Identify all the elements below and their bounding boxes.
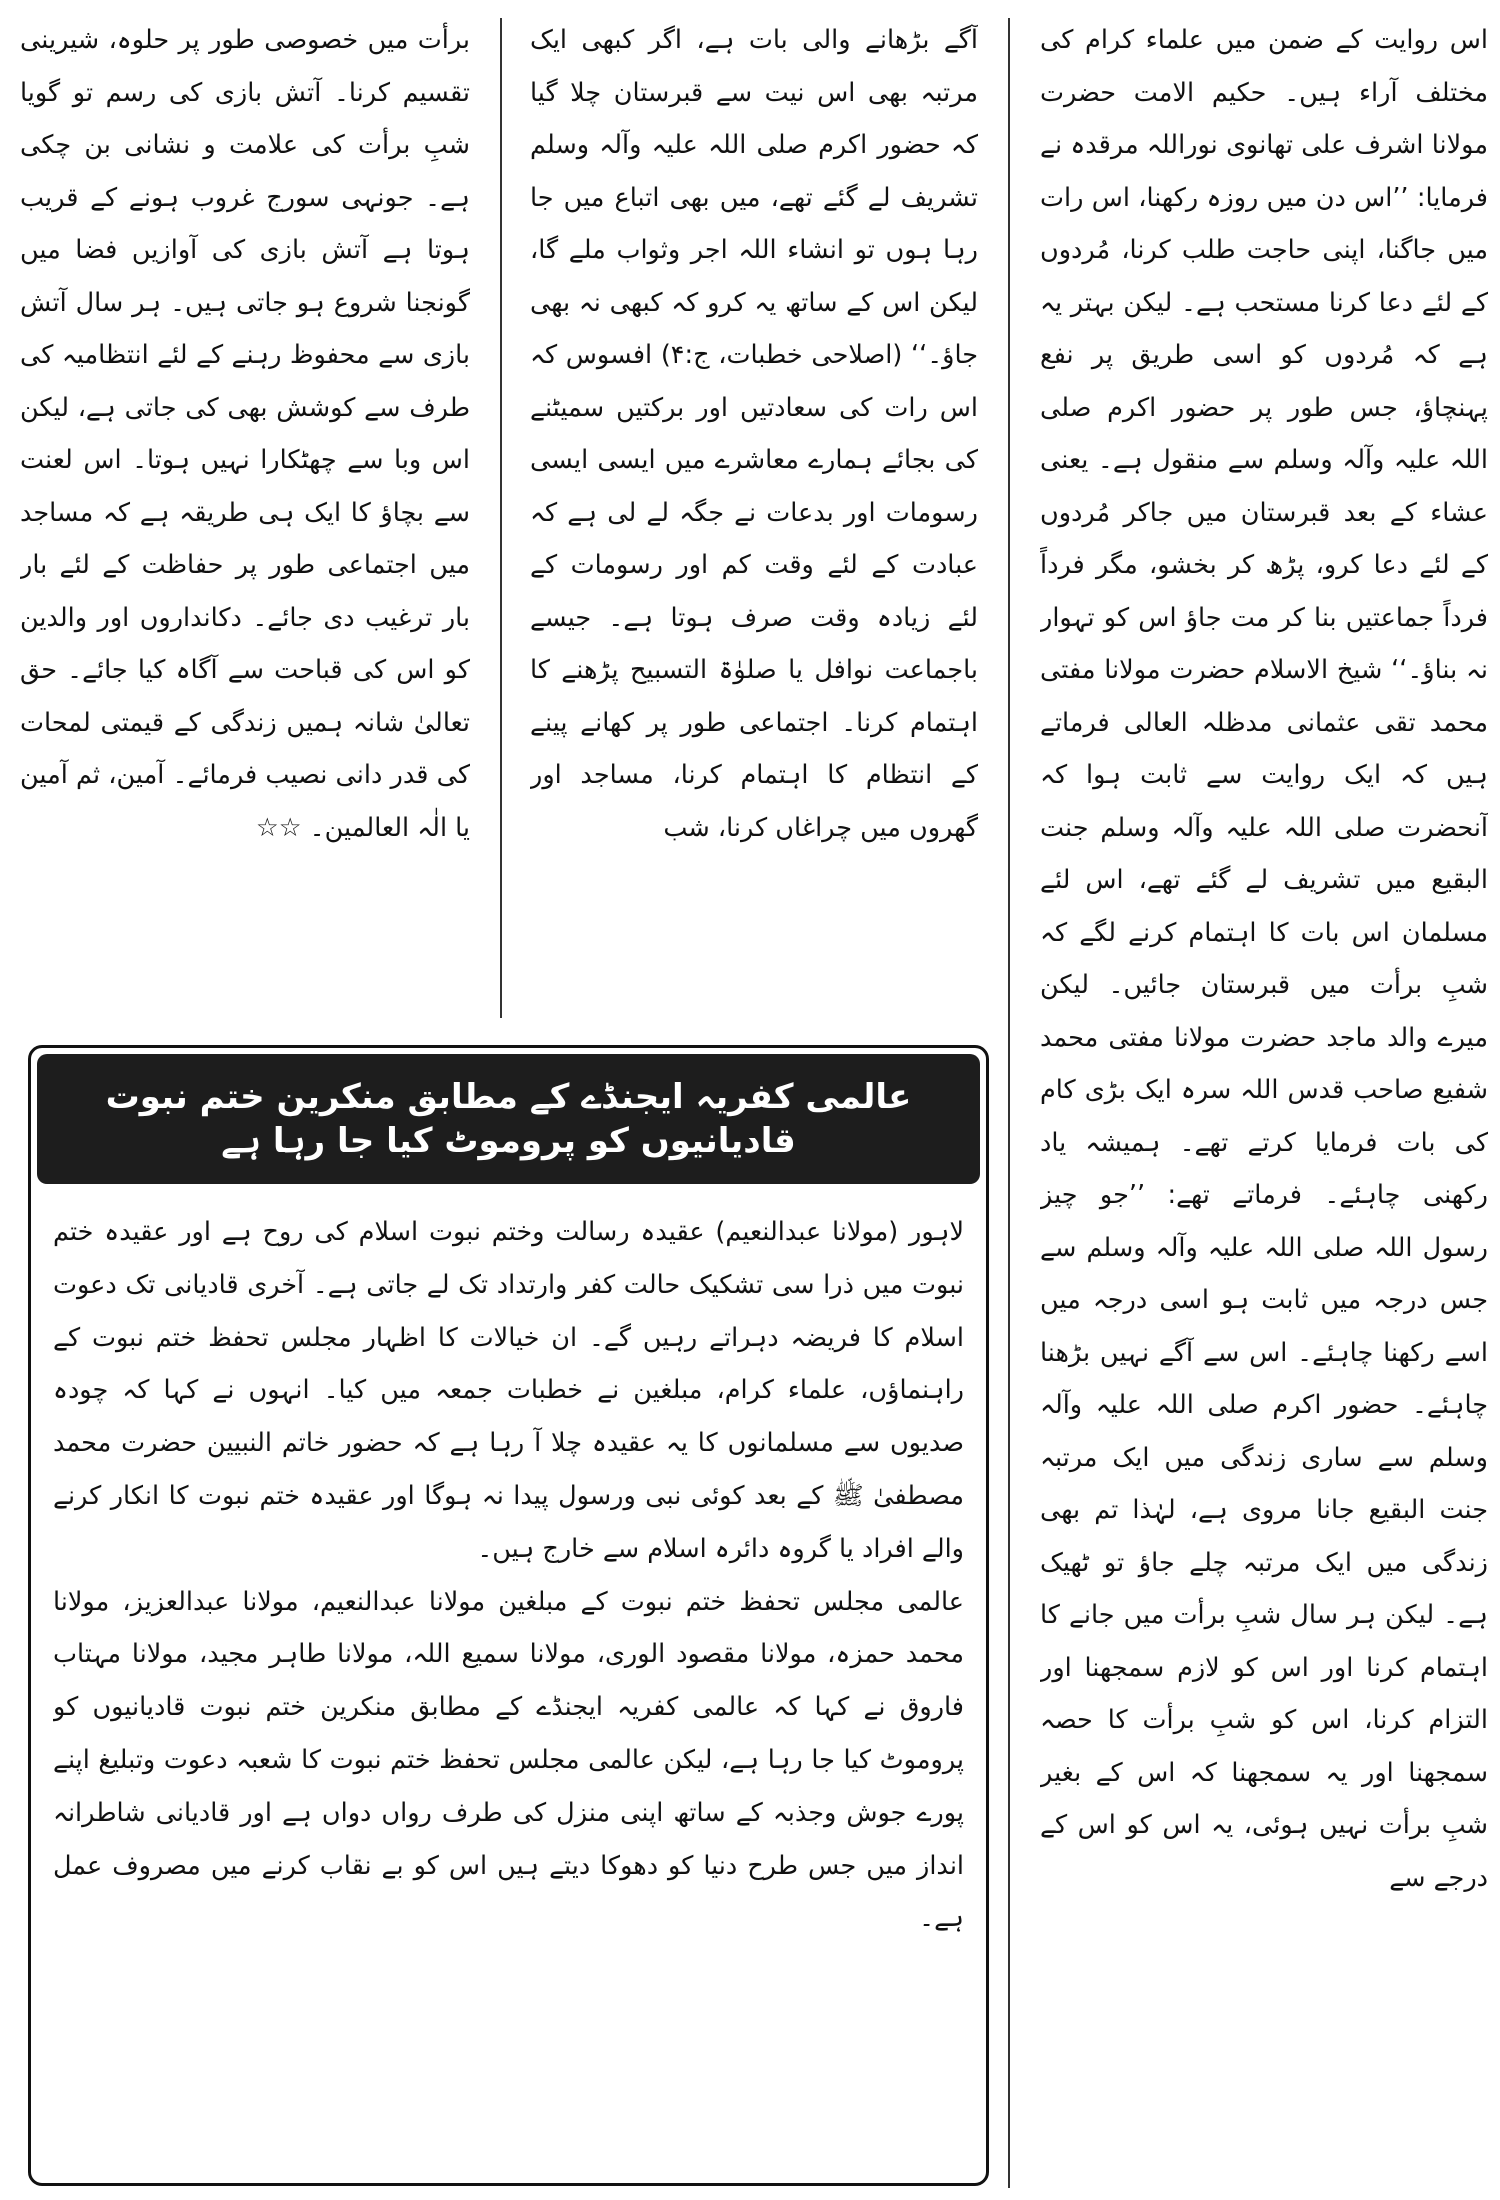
news-story-box: [28, 1045, 989, 2186]
column-left-paragraph: [20, 14, 470, 854]
column-divider-right: [1008, 18, 1010, 2188]
article-column-left: [20, 14, 470, 1024]
column-right-text: اس روایت کے ضمن میں علماء کرام کی مختلف آراء ہیں۔ حکیم الامت حضرت مولانا اشرف علی تھانوی نوراللہ مرقدہ نے فرمایا: ’’اس دن میں روزہ رکھنا، اس رات میں جاگنا، اپنی حاجت طلب کرنا، مُردوں کے لئے دعا کرنا مستحب ہے۔ لیکن بہتر یہ ہے کہ مُردوں کو اسی طریق پر نفع پہنچاؤ، جس طور پر حضور اکرم صلی اللہ علیہ وآلہ وسلم سے منقول ہے۔ یعنی عشاء کے بعد قبرستان میں جاکر مُردوں کے لئے دعا کرو، پڑھ کر بخشو، مگر فرداً فرداً جماعتیں بنا کر مت جاؤ اس کو تہوار نہ بناؤ۔‘‘ شیخ الاسلام حضرت مولانا مفتی محمد تقی عثمانی مدظلہ العالی فرماتے ہیں کہ ایک روایت سے ثابت ہوا کہ آنحضرت صلی اللہ علیہ وآلہ وسلم جنت البقیع میں تشریف لے گئے تھے، اس لئے مسلمان اس بات کا اہتمام کرنے لگے کہ شبِ برأت میں قبرستان جائیں۔ لیکن میرے والد ماجد حضرت مولانا مفتی محمد شفیع صاحب قدس اللہ سرہ ایک بڑی کام کی بات فرمایا کرتے تھے۔ ہمیشہ یاد رکھنی چاہئے۔ فرماتے تھے: ’’جو چیز رسول اللہ صلی اللہ علیہ وآلہ وسلم سے جس درجہ میں ثابت ہو اسی درجہ میں اسے رکھنا چاہئے۔ اس سے آگے نہیں بڑھنا چاہئے۔ حضور اکرم صلی اللہ علیہ وآلہ وسلم سے ساری زندگی میں ایک مرتبہ جنت البقیع جانا مروی ہے، لہٰذا تم بھی زندگی میں ایک مرتبہ چلے جاؤ تو ٹھیک ہے۔ لیکن ہر سال شبِ برأت میں جانے کا اہتمام کرنا اور اس کو لازم سمجھنا اور التزام کرنا، اس کو شبِ برأت کا حصہ سمجھنا اور یہ سمجھنا کہ اس کے بغیر شبِ برأت نہیں ہوئی، یہ اس کو اس کے درجے سے: [1040, 25, 1488, 1893]
column-middle-text: آگے بڑھانے والی بات ہے، اگر کبھی ایک مرتبہ بھی اس نیت سے قبرستان چلا گیا کہ حضور اکرم صلی اللہ علیہ وآلہ وسلم تشریف لے گئے تھے، میں بھی اتباع میں جا رہا ہوں تو انشاء اللہ اجر وثواب ملے گا، لیکن اس کے ساتھ یہ کرو کہ کبھی نہ بھی جاؤ۔‘‘ (اصلاحی خطبات، ج:۴) افسوس کہ اس رات کی سعادتیں اور برکتیں سمیٹنے کی بجائے ہمارے معاشرے میں ایسی ایسی رسومات اور بدعات نے جگہ لے لی ہے کہ عبادت کے لئے وقت کم اور رسومات کے لئے زیادہ وقت صرف ہوتا ہے۔ جیسے باجماعت نوافل یا صلوٰۃ التسبیح پڑھنے کا اہتمام کرنا۔ اجتماعی طور پر کھانے پینے کے انتظام کا اہتمام کرنا، مساجد اور گھروں میں چراغاں کرنا، شب: [530, 25, 978, 843]
article-column-middle: [530, 14, 978, 1024]
end-mark: ☆☆: [255, 812, 302, 843]
column-left-text: برأت میں خصوصی طور پر حلوہ، شیرینی تقسیم کرنا۔ آتش بازی کی رسم تو گویا شبِ برأت کی علامت و نشانی بن چکی ہے۔ جونہی سورج غروب ہونے کے قریب ہوتا ہے آتش بازی کی آوازیں فضا میں گونجنا شروع ہو جاتی ہیں۔ ہر سال آتش بازی سے محفوظ رہنے کے لئے انتظامیہ کی طرف سے کوشش بھی کی جاتی ہے، لیکن اس وبا سے چھٹکارا نہیں ہوتا۔ اس لعنت سے بچاؤ کا ایک ہی طریقہ ہے کہ مساجد میں اجتماعی طور پر حفاظت کے لئے بار بار ترغیب دی جائے۔ دکانداروں اور والدین کو اس کی قباحت سے آگاہ کیا جائے۔ حق تعالیٰ شانہ ہمیں زندگی کے قیمتی لمحات کی قدر دانی نصیب فرمائے۔ آمین، ثم آمین یا الٰہ العالمین۔: [20, 25, 470, 843]
news-body: [53, 1206, 964, 2169]
article-column-right: [1040, 14, 1488, 2194]
news-paragraph-2: عالمی مجلس تحفظ ختم نبوت کے مبلغین مولانا عبدالنعیم، مولانا عبدالعزیز، مولانا محمد حمزہ، مولانا مقصود الوری، مولانا سمیع اللہ، مولانا طاہر مجید، مولانا مہتاب فاروق نے کہا کہ عالمی کفریہ ایجنڈے کے مطابق منکرین ختم نبوت قادیانیوں کو پروموٹ کیا جا رہا ہے، لیکن عالمی مجلس تحفظ ختم نبوت کا شعبہ دعوت وتبلیغ اپنے پورے جوش وجذبہ کے ساتھ اپنی منزل کی طرف رواں دواں ہے اور قادیانی شاطرانہ انداز میں جس طرح دنیا کو دھوکا دیتے ہیں اس کو بے نقاب کرنے میں مصروف عمل ہے۔: [53, 1586, 964, 1934]
column-divider-left: [500, 18, 502, 1018]
news-headline: عالمی کفریہ ایجنڈے کے مطابق منکرین ختم نبوت قادیانیوں کو پروموٹ کیا جا رہا ہے: [37, 1054, 980, 1184]
news-paragraph-1: لاہور (مولانا عبدالنعیم) عقیدہ رسالت وختم نبوت اسلام کی روح ہے اور عقیدہ ختم نبوت میں ذرا سی تشکیک حالت کفر وارتداد تک لے جاتی ہے۔ آخری قادیانی تک دعوت اسلام کا فریضہ دہراتے رہیں گے۔ ان خیالات کا اظہار مجلس تحفظ ختم نبوت کے راہنماؤں، علماء کرام، مبلغین نے خطبات جمعہ میں کیا۔ انہوں نے کہا کہ چودہ صدیوں سے مسلمانوں کا یہ عقیدہ چلا آ رہا ہے کہ حضور خاتم النبیین حضرت محمد مصطفیٰ ﷺ کے بعد کوئی نبی ورسول پیدا نہ ہوگا اور عقیدہ ختم نبوت کا انکار کرنے والے افراد یا گروہ دائرہ اسلام سے خارج ہیں۔: [53, 1217, 964, 1564]
